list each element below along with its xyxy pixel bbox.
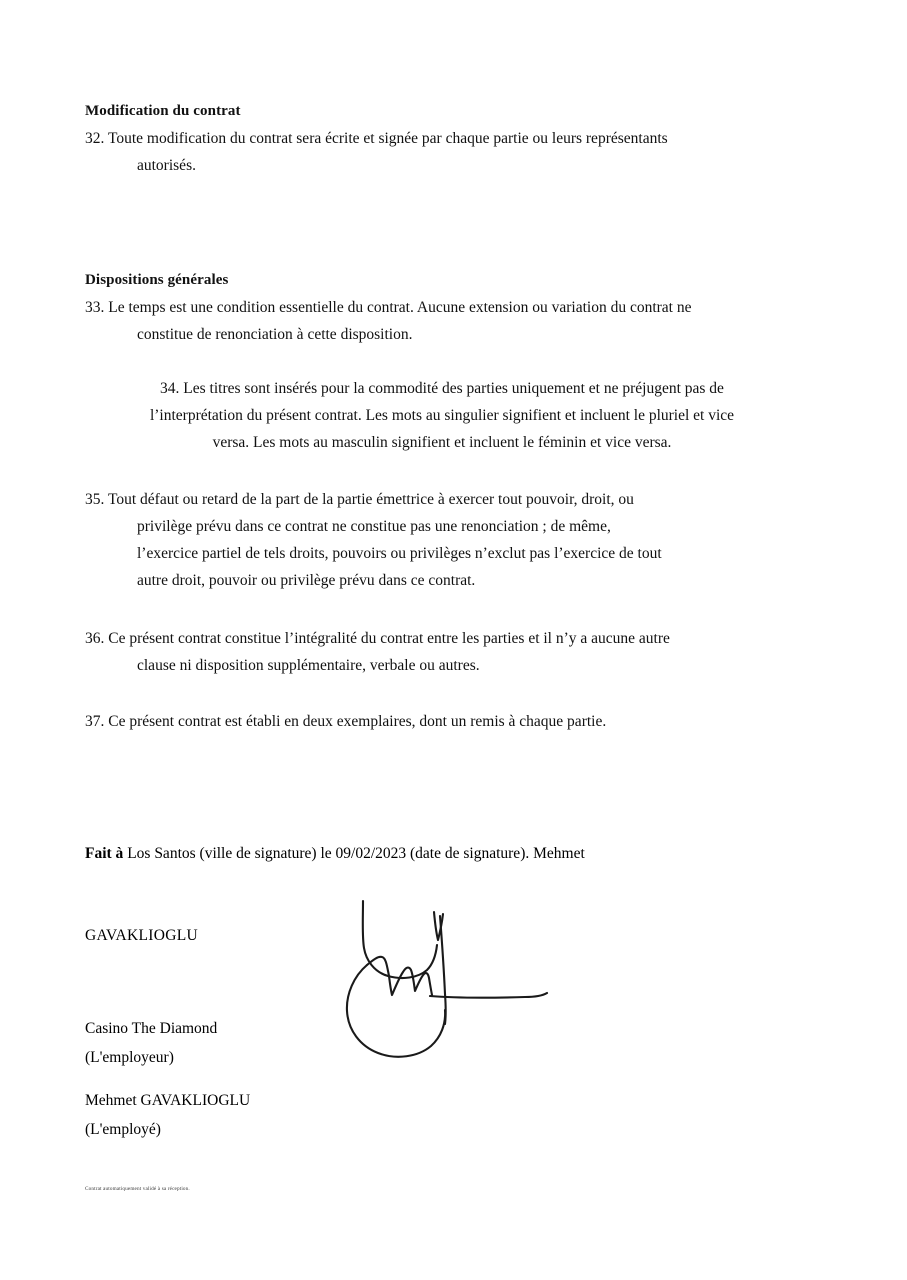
fait-a-details: Los Santos (ville de signature) le 09/02/2023 (date de signature). Mehmet [123,845,585,862]
clause-36-line-2: clause ni disposition supplémentaire, verbale ou autres. [137,657,480,674]
employer-name: Casino The Diamond [85,1020,218,1037]
clause-35 [85,486,662,594]
clause-34-line-1: 34. Les titres sont insérés pour la commodité des parties uniquement et ne préjugent pas de [160,380,724,397]
clause-34 [85,375,799,456]
employer-block [85,1014,217,1072]
clause-36-line-1: 36. Ce présent contrat constitue l’intégralité du contrat entre les parties et il n’y a aucune autre [85,630,670,647]
clause-35-line-1: 35. Tout défaut ou retard de la part de la partie émettrice à exercer tout pouvoir, droit, ou [85,491,634,508]
clause-32 [85,125,668,179]
clause-32-line-2: autorisés. [137,157,196,174]
section-heading-dispositions: Dispositions générales [85,272,229,288]
clause-37-line-1: 37. Ce présent contrat est établi en deux exemplaires, dont un remis à chaque partie. [85,713,607,730]
section-heading-modification: Modification du contrat [85,103,241,119]
clause-35-line-2: privilège prévu dans ce contrat ne constitue pas une renonciation ; de même, [137,518,611,535]
clause-37 [85,708,606,735]
signer-surname: GAVAKLIOGLU [85,927,198,944]
employer-role: (L'employeur) [85,1049,174,1066]
clause-34-line-2: l’interprétation du présent contrat. Les mots au singulier signifient et incluent le pluriel et vice [149,407,735,424]
employee-name: Mehmet GAVAKLIOGLU [85,1092,251,1109]
employee-block [85,1086,250,1144]
clause-33-line-1: 33. Le temps est une condition essentielle du contrat. Aucune extension ou variation du contrat ne [85,299,692,316]
clause-32-line-1: 32. Toute modification du contrat sera écrite et signée par chaque partie ou leurs représentants [85,130,668,147]
employee-role: (L'employé) [85,1121,161,1138]
handwritten-signature-icon [330,890,570,1065]
clause-35-line-3: l’exercice partiel de tels droits, pouvoirs ou privilèges n’exclut pas l’exercice de tout [137,545,662,562]
fait-a-label: Fait à [85,845,124,862]
clause-35-line-4: autre droit, pouvoir ou privilège prévu dans ce contrat. [137,572,476,589]
clause-33 [85,294,692,348]
footer-note: Contrat automatiquement validé à sa réception. [85,1186,190,1192]
clause-36 [85,625,670,679]
fait-a-line [85,842,585,866]
clause-34-line-3: versa. Les mots au masculin signifient et incluent le féminin et vice versa. [212,434,672,451]
clause-33-line-2: constitue de renonciation à cette disposition. [137,326,413,343]
